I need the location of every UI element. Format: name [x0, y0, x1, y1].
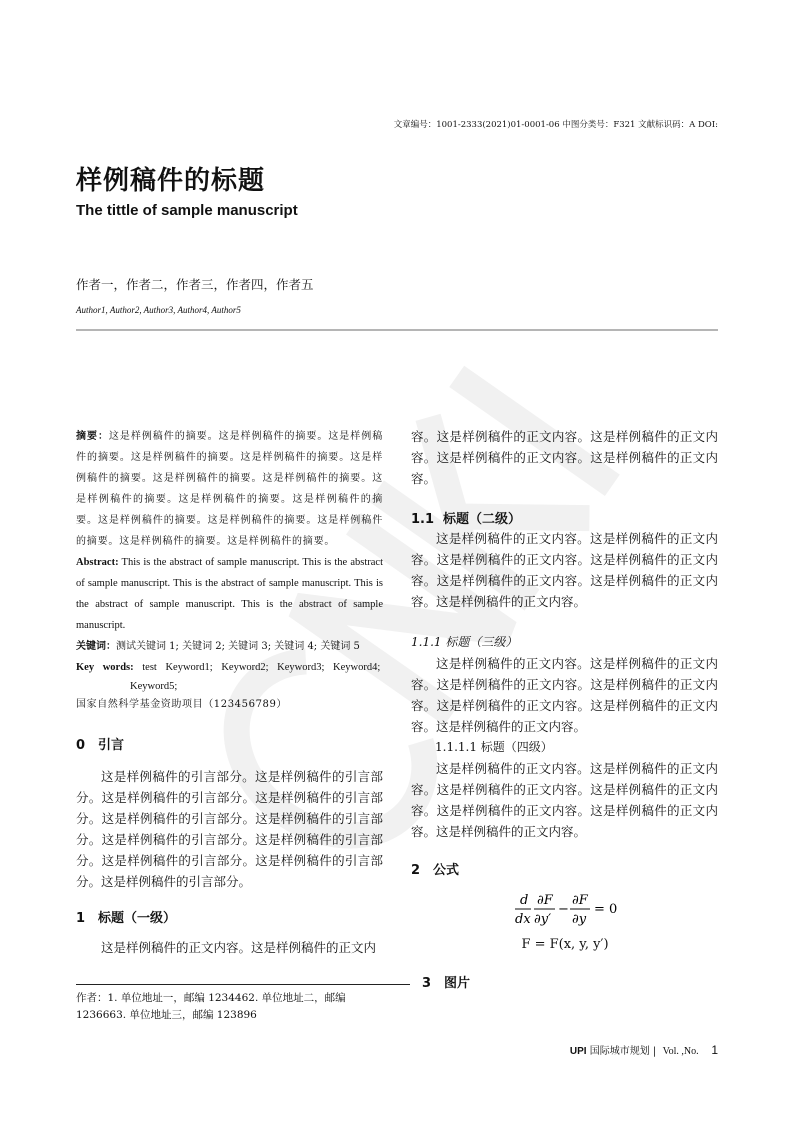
- journal-brand: UPI: [569, 1046, 587, 1057]
- section-number: 1.1: [411, 512, 435, 527]
- keywords-en-label: Key words:: [76, 662, 134, 673]
- page-number: 1: [711, 1043, 718, 1057]
- footnote-rule: [76, 984, 410, 985]
- volume-number: Vol. ,No.: [662, 1046, 699, 1057]
- section-number: 1: [76, 911, 86, 926]
- keywords-en-text: test Keyword1; Keyword2; Keyword3; Keyword4;: [142, 662, 381, 673]
- abstract-cn: [76, 426, 383, 552]
- section-1-1-1-1-heading: 1.1.1.1 标题（四级）: [435, 740, 553, 754]
- keywords-label: 关键词：: [76, 641, 116, 652]
- section-number: 3: [422, 976, 432, 991]
- section-2-heading: [411, 860, 718, 881]
- journal-name: 国际城市规划: [589, 1046, 650, 1057]
- section-1-1-heading: [411, 509, 718, 530]
- svg-text:= 0: = 0: [594, 902, 618, 917]
- section-1-body-cont: 容。这是样例稿件的正文内容。这是样例稿件的正文内容。这是样例稿件的正文内容。这是样例稿件的正文内容。: [411, 429, 718, 486]
- equation-block: [500, 890, 630, 952]
- abstract-en: [76, 552, 383, 636]
- svg-text:∂y: ∂y: [572, 912, 587, 927]
- abstract-en-label: Abstract:: [76, 557, 119, 568]
- section-number: 0: [76, 738, 86, 753]
- section-0-body: 这是样例稿件的引言部分。这是样例稿件的引言部分。这是样例稿件的引言部分。这是样例稿件的引言部分。这是样例稿件的引言部分。这是样例稿件的引言部分。这是样例稿件的引言部分。这是样例稿件的引言部分。这是样例稿件的引言部分。这是样例稿件的引言部分。这是样例稿件的引言部分。: [76, 769, 383, 889]
- abstract-en-text: This is the abstract of sample manuscript. This is the abstract of sample manuscript. This is the abstract of sample manuscript. This is the abstract of sample manuscript. This is the abstract of sample manuscript.: [76, 557, 383, 631]
- svg-text:dx: dx: [515, 912, 531, 927]
- abstract-text: 这是样例稿件的摘要。这是样例稿件的摘要。这是样例稿件的摘要。这是样例稿件的摘要。这是样例稿件的摘要。这是样例稿件的摘要。这是样例稿件的摘要。这是样例稿件的摘要。这是样例稿件的摘要。这是样例稿件的摘要。这是样例稿件的摘要。这是样例稿件的摘要。这是样例稿件的摘要。这是样例稿件的摘要。这是样例稿件的摘要。这是样例稿件的摘要。: [76, 431, 384, 547]
- keywords-text: 测试关键词 1; 关键词 2; 关键词 3; 关键词 4; 关键词 5: [116, 641, 360, 652]
- section-title: 标题（二级）: [443, 512, 522, 527]
- section-1-heading: [76, 908, 383, 929]
- svg-text:−: −: [558, 902, 569, 917]
- page-title: 样例稿件的标题: [76, 166, 266, 196]
- keywords-en-cont: Keyword5;: [130, 681, 178, 692]
- euler-lagrange-equation: [500, 890, 630, 930]
- section-number: 2: [411, 863, 421, 878]
- keywords-cn: [76, 636, 383, 657]
- authors: 作者一，作者二，作者三，作者四，作者五: [76, 277, 314, 292]
- keywords-en: [76, 657, 383, 678]
- svg-text:d: d: [520, 893, 529, 908]
- svg-text:∂F: ∂F: [572, 893, 588, 908]
- section-1-1-1-body: 这是样例稿件的正文内容。这是样例稿件的正文内容。这是样例稿件的正文内容。这是样例稿件的正文内容。这是样例稿件的正文内容。这是样例稿件的正文内容。这是样例稿件的正文内容。: [411, 656, 718, 734]
- footnote: 作者：1. 单位地址一，邮编 1234462. 单位地址二，邮编 1236663. 单位地址三，邮编 123896: [76, 992, 346, 1021]
- page-subtitle: The tittle of sample manuscript: [76, 202, 298, 219]
- section-3-heading: [422, 973, 470, 994]
- authors-en: Author1, Author2, Author3, Author4, Author5: [76, 305, 241, 315]
- section-title: 公式: [433, 863, 460, 878]
- section-1-1-1-heading: 1.1.1 标题（三级）: [411, 635, 518, 649]
- section-1-1-body: 这是样例稿件的正文内容。这是样例稿件的正文内容。这是样例稿件的正文内容。这是样例稿件的正文内容。这是样例稿件的正文内容。这是样例稿件的正文内容。这是样例稿件的正文内容。: [411, 531, 718, 609]
- equation-f: F = F(x, y, y′): [521, 937, 609, 952]
- section-title: 标题（一级）: [98, 911, 177, 926]
- section-title: 图片: [444, 976, 471, 991]
- article-meta: 文章编号：1001-2333(2021)01-0001-06 中图分类号：F321 文献标识码：A DOI:: [393, 120, 718, 130]
- footer-separator: |: [652, 1046, 657, 1057]
- svg-text:∂y′: ∂y′: [534, 912, 552, 927]
- abstract-label: 摘要：: [76, 431, 109, 442]
- fund-note: 国家自然科学基金资助项目（123456789）: [76, 699, 288, 710]
- section-1-1-1-1-body: 这是样例稿件的正文内容。这是样例稿件的正文内容。这是样例稿件的正文内容。这是样例稿件的正文内容。这是样例稿件的正文内容。这是样例稿件的正文内容。这是样例稿件的正文内容。: [411, 761, 718, 839]
- svg-text:∂F: ∂F: [537, 893, 553, 908]
- section-0-heading: [76, 735, 383, 756]
- divider: [76, 329, 718, 331]
- page-footer: [570, 1042, 718, 1057]
- section-title: 引言: [98, 738, 125, 753]
- section-1-body-start: 这是样例稿件的正文内容。这是样例稿件的正文内: [101, 940, 377, 955]
